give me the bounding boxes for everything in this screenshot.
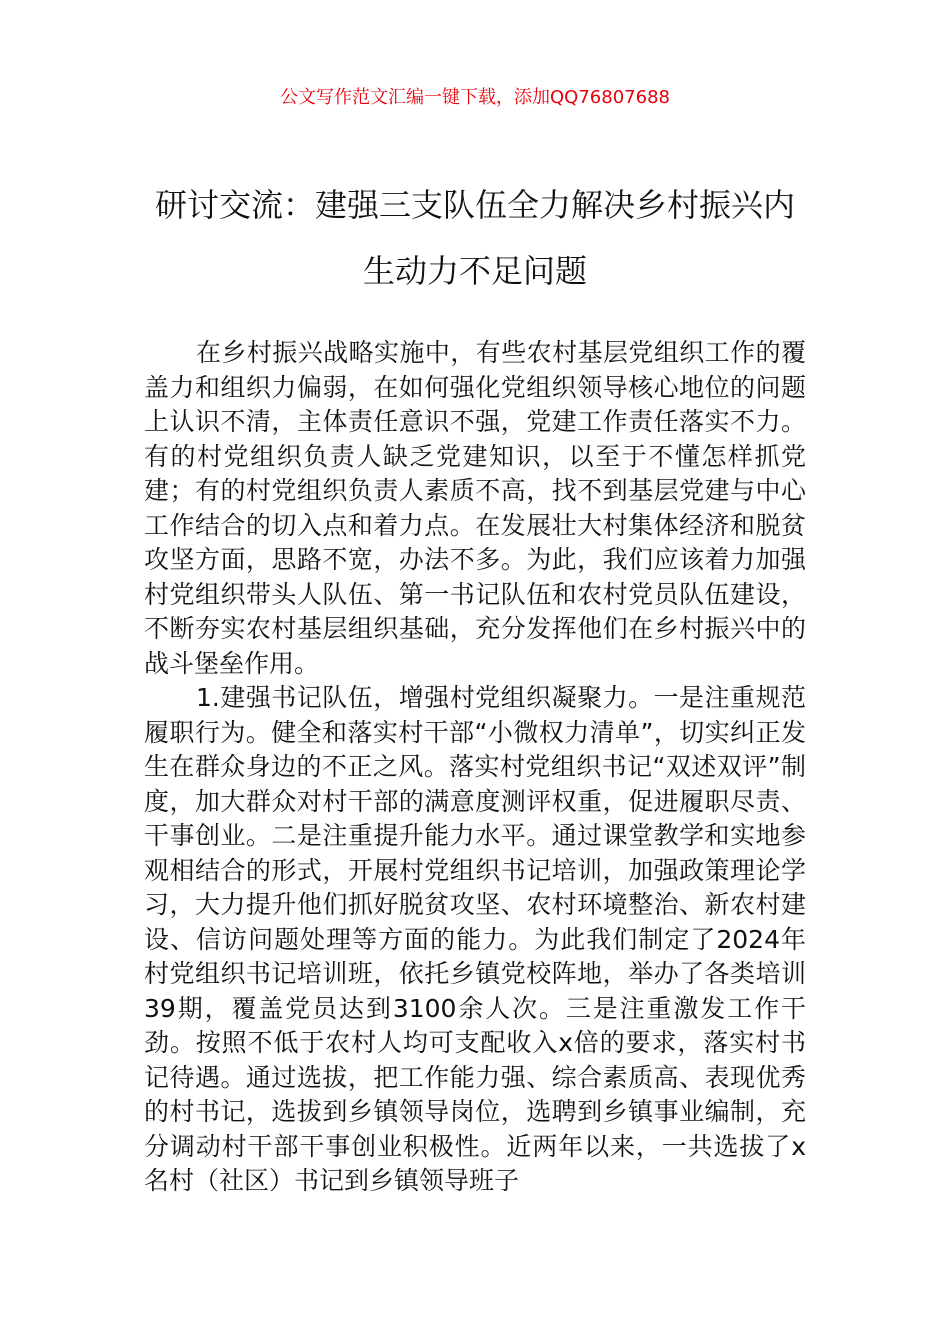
document-body [144, 336, 806, 1199]
paragraph-secretary-team: 1.建强书记队伍，增强村党组织凝聚力。一是注重规范履职行为。健全和落实村干部“小微权力清单”，切实纠正发生在群众身边的不正之风。落实村党组织书记“双述双评”制度，加大群众对村干部的满意度测评权重，促进履职尽责、干事创业。二是注重提升能力水平。通过课堂教学和实地参观相结合的形式，开展村党组织书记培训，加强政策理论学习，大力提升他们抓好脱贫攻坚、农村环境整治、新农村建设、信访问题处理等方面的能力。为此我们制定了2024年村党组织书记培训班，依托乡镇党校阵地，举办了各类培训39期，覆盖党员达到3100余人次。三是注重激发工作干劲。按照不低于农村人均可支配收入x倍的要求，落实村书记待遇。通过选拔，把工作能力强、综合素质高、表现优秀的村书记，选拔到乡镇领导岗位，选聘到乡镇事业编制，充分调动村干部干事创业积极性。近两年以来，一共选拔了x名村（社区）书记到乡镇领导班子 [144, 683, 806, 1195]
download-banner: 公文写作范文汇编一键下载，添加QQ76807688 [280, 87, 670, 108]
paragraph-intro: 在乡村振兴战略实施中，有些农村基层党组织工作的覆盖力和组织力偏弱，在如何强化党组织领导核心地位的问题上认识不清，主体责任意识不强，党建工作责任落实不力。有的村党组织负责人缺乏党建知识，以至于不懂怎样抓党建；有的村党组织负责人素质不高，找不到基层党建与中心工作结合的切入点和着力点。在发展壮大村集体经济和脱贫攻坚方面，思路不宽，办法不多。为此，我们应该着力加强村党组织带头人队伍、第一书记队伍和农村党员队伍建设，不断夯实农村基层组织基础，充分发挥他们在乡村振兴中的战斗堡垒作用。 [144, 338, 806, 678]
document-title: 研讨交流：建强三支队伍全力解决乡村振兴内生动力不足问题 [154, 186, 795, 290]
